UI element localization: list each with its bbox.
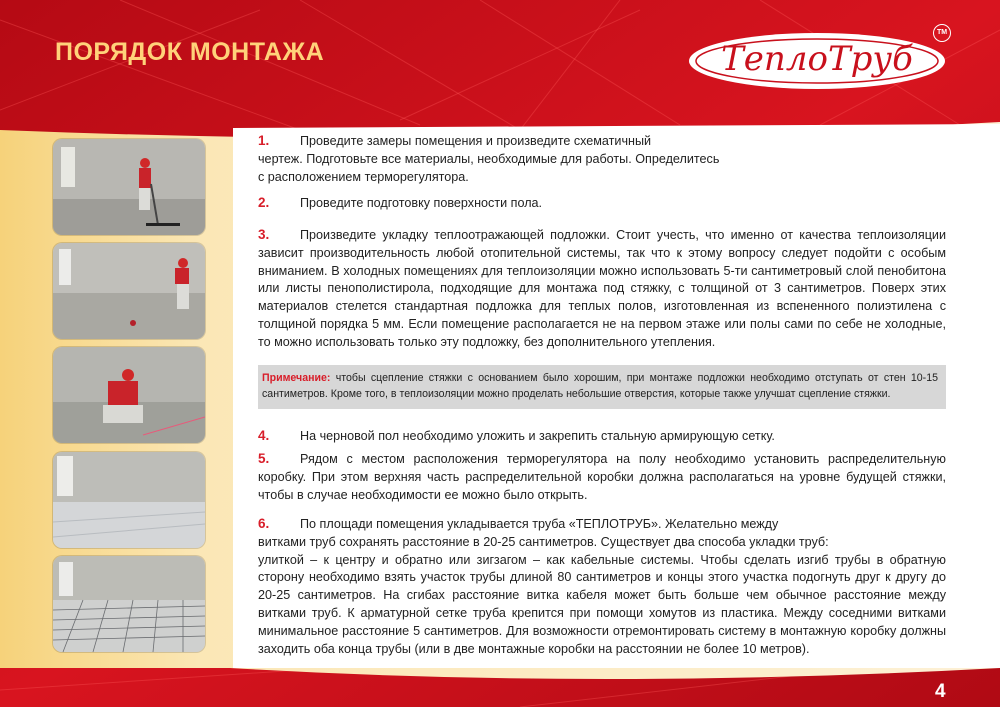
photo-worker-leveling xyxy=(53,139,205,235)
logo-wordmark: ТеплоТруб xyxy=(721,39,913,79)
step-5: 5. Рядом с местом расположения терморегулятора на полу необходимо установить распределительную коробку. При этом верхняя часть распределительной коробки должна располагаться на уровне будущей стяжки, чтобы в случае необходимости ее можно было открыть. xyxy=(258,451,946,502)
step-6: 6. По площади помещения укладывается труба «ТЕПЛОТРУБ». Желательно между витками труб сохранять расстояние в 20-25 сантиметров. Существует два способа укладки труб: улиткой – к центру и обратно или зигзагом – как кабельные системы. Чтобы сделать изгиб трубы в обратную сторону необходимо взять участок трубы длиной 80 сантиметров и концы этого участка подогнуть друг к другу до 20-25 сантиметров. На сгибах расстояние витка кабеля может быть больше чем обычное расстояние между витками труб. К арматурной сетке труба крепится при помощи хомутов из пластика. Между соседними витками минимальное расстояние 5 сантиметров. Для возможности отремонтировать систему в монтажную коробку должны заходить оба конца трубы (или в две монтажные коробки на расстоянии не более 10 метров). xyxy=(258,516,946,656)
note-box: Примечание: чтобы сцепление стяжки с основанием было хорошим, при монтаже подложки необходимо отступать от стен 10-15 сантиметров. Кроме того, в теплоизоляции можно проделать небольшие отверстия, которые также улучшат сцепление стяжки. xyxy=(258,365,946,409)
step-4: 4. На черновой пол необходимо уложить и закрепить стальную армирующую сетку. xyxy=(258,428,775,443)
photo-mesh-floor xyxy=(53,556,205,652)
trademark-badge: TM xyxy=(933,24,951,42)
photo-worker-kneeling xyxy=(53,347,205,443)
page-title: ПОРЯДОК МОНТАЖА xyxy=(55,38,325,66)
photo-worker-insulation xyxy=(53,243,205,339)
photo-foil-insulation xyxy=(53,452,205,548)
page-number: 4 xyxy=(935,681,946,702)
step-2: 2. Проведите подготовку поверхности пола. xyxy=(258,195,543,210)
step-3: 3. Произведите укладку теплоотражающей подложки. Стоит учесть, что именно от качества теплоизоляции зависит производительность любой отопительной системы, так что к этому вопросу следует подойти с особым вниманием. В холодных помещениях для теплоизоляции можно использовать 5-ти сантиметровый слой пенобитона или листы пенополистирола, подходящие для монтажа под стяжку, с толщиной от 3 сантиметров. Поверх этих материалов стелется стандартная подложка для теплых полов, изготовленная из вспененного полиэтилена с толщиной порядка 5 мм. Если помещение располагается не на первом этаже или полы сами по себе не холодные, то можно использовать только эту подложку, без дополнительного утепления. xyxy=(258,227,946,349)
step-1: 1. Проведите замеры помещения и произведите схематичный чертеж. Подготовьте все материалы, необходимые для работы. Определитесь с расположением терморегулятора. xyxy=(258,133,720,184)
